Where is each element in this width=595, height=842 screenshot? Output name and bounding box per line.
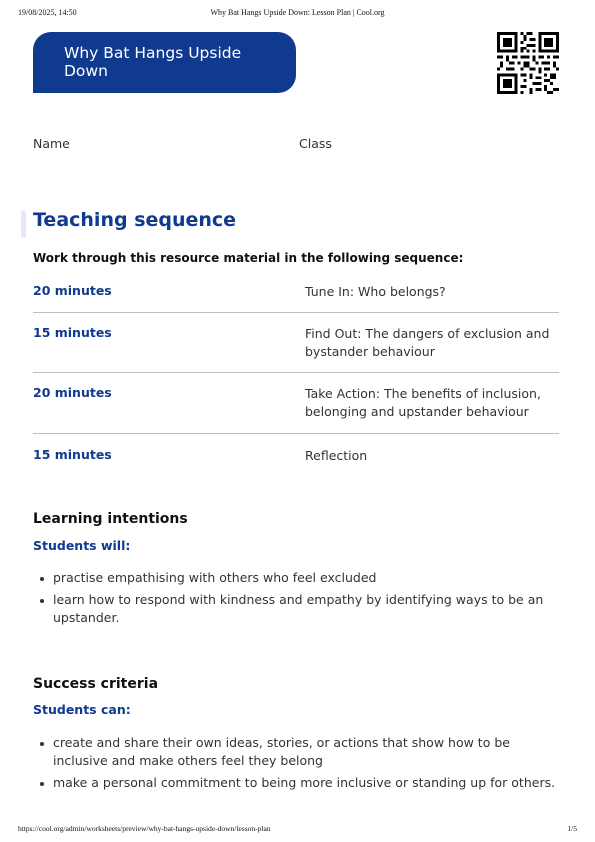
sequence-time: 15 minutes	[33, 325, 112, 340]
sequence-table	[33, 277, 559, 464]
lesson-title: Why Bat Hangs Upside Down	[64, 44, 242, 80]
bullet-icon	[40, 782, 44, 786]
sequence-row	[33, 373, 559, 434]
print-datetime: 19/08/2025, 14:50	[18, 8, 77, 17]
learning-intentions-list	[33, 569, 559, 631]
list-item	[33, 591, 559, 627]
sequence-time: 20 minutes	[33, 385, 112, 400]
learning-intentions-subheading: Students will:	[33, 538, 131, 553]
list-item-text: practise empathising with others who feel excluded	[53, 570, 377, 585]
teaching-sequence-heading: Teaching sequence	[33, 209, 237, 231]
sequence-activity: Take Action: The benefits of inclusion, belonging and upstander behaviour	[305, 386, 541, 419]
sequence-activity: Reflection	[305, 448, 368, 463]
list-item-text: create and share their own ideas, stories, or actions that show how to be inclusive and make others feel they belong	[53, 735, 510, 768]
section-accent-bar	[21, 211, 26, 238]
learning-intentions-heading: Learning intentions	[33, 511, 188, 527]
lesson-title-banner	[33, 32, 296, 93]
list-item	[33, 569, 559, 587]
list-item	[33, 734, 559, 770]
bullet-icon	[40, 577, 44, 581]
sequence-row	[33, 277, 559, 313]
sequence-time: 15 minutes	[33, 447, 112, 462]
sequence-activity: Tune In: Who belongs?	[305, 284, 446, 299]
sequence-intro: Work through this resource material in the following sequence:	[33, 251, 464, 265]
list-item	[33, 774, 559, 792]
sequence-row	[33, 313, 559, 373]
list-item-text: make a personal commitment to being more inclusive or standing up for others.	[53, 775, 556, 790]
print-url: https://cool.org/admin/worksheets/preview/why-bat-hangs-upside-down/lesson-plan	[18, 824, 271, 833]
sequence-activity: Find Out: The dangers of exclusion and bystander behaviour	[305, 326, 550, 359]
sequence-time: 20 minutes	[33, 283, 112, 298]
success-criteria-subheading: Students can:	[33, 702, 131, 717]
page-number: 1/5	[567, 824, 577, 833]
success-criteria-heading: Success criteria	[33, 676, 159, 692]
name-field-label: Name	[33, 136, 70, 151]
print-footer	[18, 824, 577, 833]
bullet-icon	[40, 599, 44, 603]
success-criteria-list	[33, 734, 559, 796]
print-page-title: Why Bat Hangs Upside Down: Lesson Plan | Cool.org	[210, 8, 385, 17]
bullet-icon	[40, 742, 44, 746]
print-header	[18, 8, 577, 20]
sequence-row	[33, 434, 559, 464]
qr-code-icon	[497, 32, 559, 94]
list-item-text: learn how to respond with kindness and empathy by identifying ways to be an upstander.	[53, 592, 544, 625]
class-field-label: Class	[299, 136, 332, 151]
